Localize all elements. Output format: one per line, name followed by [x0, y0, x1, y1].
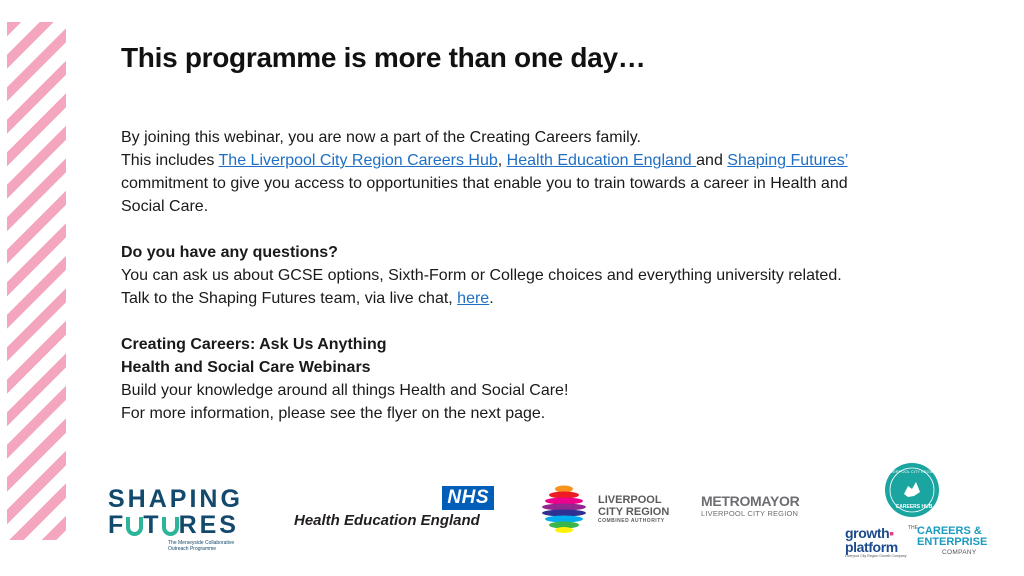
metro-mayor-subtitle: LIVERPOOL CITY REGION — [701, 509, 799, 518]
lcr-line-1: LIVERPOOL — [598, 494, 662, 506]
sf-u-shape-2 — [162, 517, 179, 536]
sf-letter-t: T — [143, 511, 162, 539]
gp-growth: growth — [845, 525, 890, 541]
questions-paragraph — [121, 241, 861, 310]
intro-paragraph — [121, 126, 861, 218]
nhs-badge: NHS — [442, 486, 494, 510]
hee-name: Health Education England — [294, 512, 480, 529]
ce-main — [917, 526, 987, 548]
live-chat-here-link[interactable]: here — [457, 290, 490, 307]
intro-comma: , — [497, 152, 507, 169]
sf-letter-f: F — [108, 511, 127, 539]
webinars-heading-1: Creating Careers: Ask Us Anything — [121, 336, 387, 353]
gp-pink-mark-icon: ▪ — [889, 525, 894, 541]
webinars-paragraph — [121, 333, 861, 425]
hub-ring-text: LIVERPOOL CITY REGION — [887, 469, 937, 474]
ce-line-1: CAREERS & — [917, 525, 982, 537]
lcr-text — [598, 494, 669, 524]
sf-logo-line-1: SHAPING — [108, 485, 243, 513]
metro-mayor-logo — [701, 494, 811, 518]
shaping-futures-logo — [108, 486, 248, 562]
lcr-line-3: COMBINED AUTHORITY — [598, 518, 665, 524]
gp-subtitle: Liverpool City Region Growth Company — [845, 554, 907, 558]
metro-mayor-title: METROMAYOR — [701, 493, 800, 509]
decorative-stripe-band — [7, 22, 66, 540]
ce-line-2: ENTERPRISE — [917, 536, 988, 548]
gp-platform: platform — [845, 539, 898, 555]
sf-u-shape — [126, 517, 143, 536]
hee-link[interactable]: Health Education England — [506, 152, 697, 169]
growth-platform-logo — [845, 526, 907, 558]
lcr-line-2: CITY REGION — [598, 506, 670, 518]
lcr-stack-icon — [540, 484, 594, 534]
questions-period: . — [489, 290, 494, 307]
sf-letters-res: RES — [178, 511, 239, 539]
questions-text: You can ask us about GCSE options, Sixth-Form or College choices and everything university related. Talk to the Shaping Futures team, via live chat, — [121, 267, 842, 307]
health-education-england-logo — [294, 486, 494, 532]
webinars-line-2: For more information, please see the flyer on the next page. — [121, 405, 546, 422]
intro-line-2-prefix: This includes — [121, 152, 219, 169]
webinars-heading-2: Health and Social Care Webinars — [121, 359, 371, 376]
ce-company: COMPANY — [942, 549, 977, 556]
gp-line-1 — [845, 526, 907, 540]
slide-title: This programme is more than one day… — [121, 42, 646, 73]
questions-heading: Do you have any questions? — [121, 244, 338, 261]
sf-logo-subtitle: The Merseyside Collaborative Outreach Programme — [168, 540, 235, 552]
sf-logo-line-2 — [108, 512, 248, 538]
intro-and: and — [696, 152, 728, 169]
slide-body — [121, 126, 861, 425]
careers-hub-label: CAREERS HUB — [895, 504, 933, 510]
intro-line-1: By joining this webinar, you are now a part of the Creating Careers family. — [121, 129, 641, 146]
intro-line-2-suffix: commitment to give you access to opportunities that enable you to train towards a career in Health and Social Care. — [121, 175, 848, 215]
liverpool-city-region-logo — [540, 484, 680, 534]
ce-the: THE — [908, 525, 918, 531]
lcr-careers-hub-link[interactable]: The Liverpool City Region Careers Hub — [218, 152, 498, 169]
shaping-futures-link[interactable]: Shaping Futures’ — [727, 152, 848, 169]
webinars-line-1: Build your knowledge around all things Health and Social Care! — [121, 382, 569, 399]
